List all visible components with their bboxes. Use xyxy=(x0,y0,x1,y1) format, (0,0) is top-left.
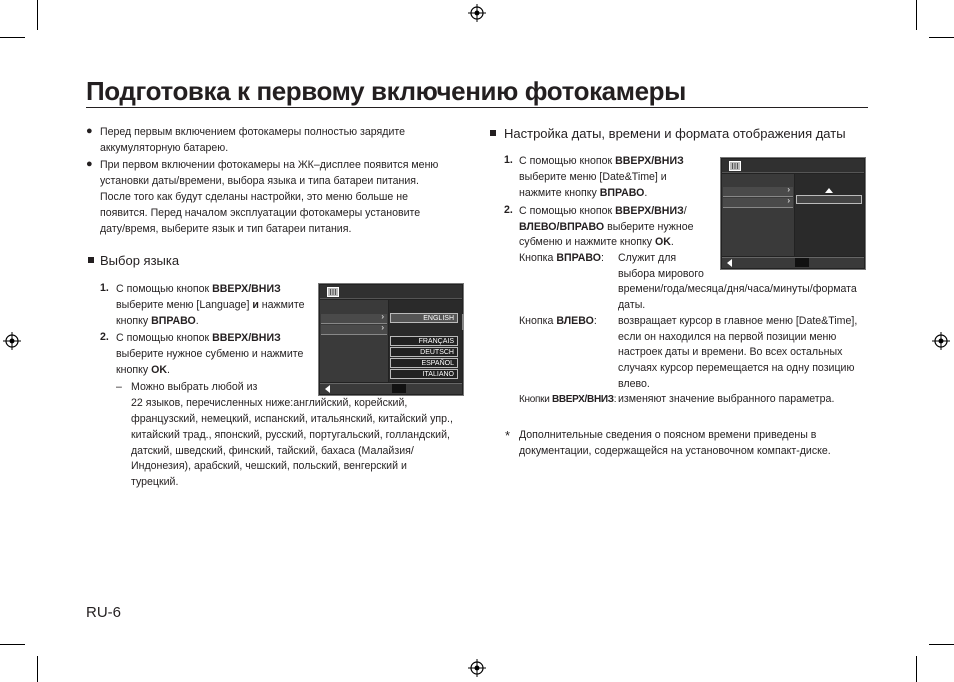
bullet-2-line-1: При первом включении фотокамеры на ЖК–дисплее появится меню xyxy=(100,159,439,171)
lcd-option-english: ENGLISH xyxy=(390,313,458,323)
dash-line: Индонезия), арабский, чешский, польский, венгерский и xyxy=(131,460,407,472)
title-rule xyxy=(86,107,868,108)
step-1-line-3: кнопку ВПРАВО. xyxy=(116,315,199,327)
lcd-selected-field xyxy=(796,195,862,204)
crop-mark xyxy=(929,644,954,645)
lcd-footer xyxy=(320,383,462,394)
left-button-label: Кнопка ВЛЕВО: xyxy=(519,315,597,327)
left-button-desc: влево. xyxy=(618,378,650,390)
step-2-line-1: С помощью кнопок ВВЕРХ/ВНИЗ xyxy=(116,332,281,344)
lcd-footer-block xyxy=(795,258,809,267)
crop-mark xyxy=(37,0,38,30)
right-button-desc: даты. xyxy=(618,299,646,311)
bullet-2-line-3: После того как будут сделаны настройки, это меню больше не xyxy=(100,191,408,203)
dash-line: датский, шведский, финский, тайский, бахаса (Малайзия/ xyxy=(131,445,414,457)
updown-button-desc: изменяют значение выбранного параметра. xyxy=(618,393,835,405)
right-button-desc: времени/года/месяца/дня/часа/минуты/формата xyxy=(618,283,857,295)
dash-line: китайский трад., японский, русский, португальский, голландский, xyxy=(131,429,450,441)
dash-line: 22 языков, перечисленных ниже:английский, корейский, xyxy=(131,397,408,409)
step-1-line-2: выберите меню [Language] и нажмите xyxy=(116,299,305,311)
left-arrow-icon xyxy=(324,385,332,393)
registration-mark-icon xyxy=(932,332,950,350)
note-asterisk: * xyxy=(505,428,511,443)
left-button-desc: настроек даты и времени. Во всех остальных xyxy=(618,346,843,358)
right-button-label: Кнопка ВПРАВО: xyxy=(519,252,604,264)
step-1-line-1: С помощью кнопок ВВЕРХ/ВНИЗ xyxy=(519,155,684,167)
registration-mark-icon xyxy=(468,4,486,22)
page-number: RU-6 xyxy=(86,604,122,621)
left-button-desc: если он находился на первой позиции меню xyxy=(618,331,837,343)
up-arrow-icon xyxy=(825,188,833,193)
step-2-line-3: субменю и нажмите кнопку OK. xyxy=(519,236,674,248)
camera-menu-icon xyxy=(729,161,741,171)
left-button-desc: случаях курсор перемещается на одну позицию xyxy=(618,362,855,374)
bullet-2-line-4: появится. Перед началом эксплуатации фотокамеры установите xyxy=(100,207,421,219)
lcd-menu-row: › xyxy=(321,314,387,324)
lcd-scrollbar xyxy=(462,314,464,330)
step-number: 1. xyxy=(504,154,513,166)
note-line: документации, содержащейся на установочном компакт-диске. xyxy=(519,445,831,457)
registration-mark-icon xyxy=(3,332,21,350)
step-number: 1. xyxy=(100,282,109,294)
step-1-line-2: выберите меню [Date&Time] и xyxy=(519,171,667,183)
right-button-desc: выбора мирового xyxy=(618,268,704,280)
lcd-option-deutsch: DEUTSCH xyxy=(390,347,458,357)
lcd-menu-row: › xyxy=(723,187,793,197)
lcd-menu-row: › xyxy=(723,198,793,208)
bullet-1-line-2: аккумуляторную батарею. xyxy=(100,142,229,154)
step-number: 2. xyxy=(100,331,109,343)
bullet-2-line-2: установки даты/времени, выбора языка и типа батареи питания. xyxy=(100,175,419,187)
bullet-1-line-1: Перед первым включением фотокамеры полностью зарядите xyxy=(100,126,405,138)
bullet-dot: ● xyxy=(86,125,93,137)
lcd-header xyxy=(722,159,864,173)
lcd-footer-block xyxy=(392,384,406,393)
section-heading-datetime: Настройка даты, времени и формата отображения даты xyxy=(504,126,846,141)
crop-mark xyxy=(916,0,917,30)
dash-line: турецкий. xyxy=(131,476,179,488)
step-2-line-1: С помощью кнопок ВВЕРХ/ВНИЗ/ xyxy=(519,205,687,217)
step-2-line-2: выберите нужное субменю и нажмите xyxy=(116,348,304,360)
step-number: 2. xyxy=(504,204,513,216)
crop-mark xyxy=(37,656,38,682)
lcd-footer xyxy=(722,257,864,268)
dash-line-first: Можно выбрать любой из xyxy=(131,381,258,393)
lcd-option-italiano: ITALIANO xyxy=(390,369,458,379)
lcd-option-francais: FRANÇAIS xyxy=(390,336,458,346)
camera-menu-icon xyxy=(327,287,339,297)
step-1-line-1: С помощью кнопок ВВЕРХ/ВНИЗ xyxy=(116,283,281,295)
step-1-line-3: нажмите кнопку ВПРАВО. xyxy=(519,187,648,199)
lcd-datetime-menu xyxy=(720,157,866,270)
crop-mark xyxy=(916,656,917,682)
bullet-dot: ● xyxy=(86,158,93,170)
lcd-menu-row: › xyxy=(321,325,387,335)
dash-mark: – xyxy=(116,381,122,393)
dash-line: французский, немецкий, испанский, итальянский, китайский упр., xyxy=(131,413,453,425)
step-2-line-3: кнопку OK. xyxy=(116,364,170,376)
crop-mark xyxy=(929,37,954,38)
lcd-option-espanol: ESPAÑOL xyxy=(390,358,458,368)
lcd-language-menu xyxy=(318,283,464,396)
updown-button-label: Кнопки ВВЕРХ/ВНИЗ: xyxy=(519,394,617,405)
page-title: Подготовка к первому включению фотокамеры xyxy=(86,76,686,106)
step-2-line-2: ВЛЕВО/ВПРАВО выберите нужное xyxy=(519,221,694,233)
bullet-2-line-5: дату/время, выберите язык и тип батареи питания. xyxy=(100,223,352,235)
note-line: Дополнительные сведения о поясном времени приведены в xyxy=(519,429,817,441)
lcd-left-pane xyxy=(320,300,388,382)
registration-mark-icon xyxy=(468,659,486,677)
square-bullet-icon xyxy=(88,257,94,263)
left-arrow-icon xyxy=(726,259,734,267)
lcd-header xyxy=(320,285,462,299)
square-bullet-icon xyxy=(490,130,496,136)
right-button-desc: Служит для xyxy=(618,252,677,264)
crop-mark xyxy=(0,644,25,645)
section-heading-language: Выбор языка xyxy=(100,253,180,268)
left-button-desc: возвращает курсор в главное меню [Date&Time], xyxy=(618,315,858,327)
lcd-right-pane xyxy=(795,174,864,256)
crop-mark xyxy=(0,37,25,38)
